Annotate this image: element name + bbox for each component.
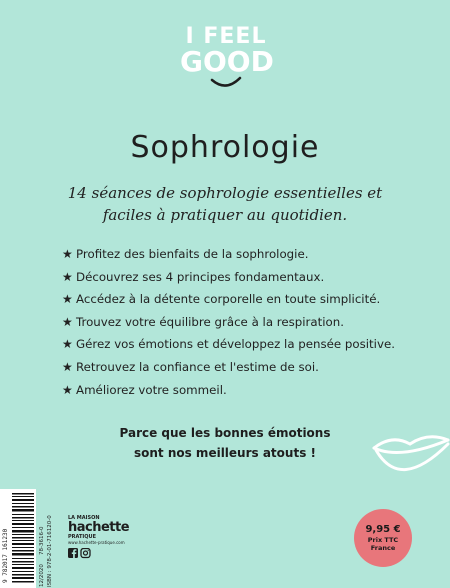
book-title: Sophrologie (130, 130, 320, 165)
list-item-text: Retrouvez la confiance et l'estime de soi. (76, 359, 319, 374)
facebook-icon (68, 548, 78, 558)
price-label-1: Prix TTC (367, 536, 399, 544)
star-bullet-icon: ★ (62, 359, 73, 374)
price-badge (354, 509, 412, 567)
star-bullet-icon: ★ (62, 247, 73, 261)
isbn-info (38, 489, 66, 588)
price-label-2: France (370, 544, 396, 552)
print-date: 12/2020 (39, 564, 45, 587)
publisher-suffix: PRATIQUE (68, 534, 96, 540)
instagram-icon (81, 549, 90, 558)
tagline-line-1: Parce que les bonnes émotions (119, 426, 331, 440)
list-item (62, 245, 422, 268)
product-code: 78-3616-0 (39, 526, 45, 555)
list-item (62, 358, 422, 381)
book-subtitle: 14 séances de sophrologie essentielles et faciles à pratiquer au quotidien. (67, 184, 383, 224)
social-icons (68, 548, 92, 559)
list-item-text: Améliorez votre sommeil. (76, 382, 227, 397)
star-bullet-icon: ★ (62, 382, 73, 397)
publisher-logo (68, 515, 138, 546)
list-item (62, 268, 422, 291)
price-value: 9,95 € (365, 524, 401, 535)
isbn-number: ISBN : 978-2-01-716120-0 (47, 515, 53, 587)
list-item (62, 313, 422, 336)
i-feel-good-logo (180, 26, 272, 96)
publisher-url: www.hachette-pratique.com (68, 540, 125, 545)
list-item-text: Gérez vos émotions et développez la pensée positive. (76, 337, 395, 352)
list-item-text: Profitez des bienfaits de la sophrologie. (76, 247, 309, 261)
barcode (0, 489, 36, 588)
star-bullet-icon: ★ (62, 337, 73, 352)
list-item-text: Découvrez ses 4 principes fondamentaux. (76, 269, 325, 284)
list-item (62, 290, 422, 313)
star-bullet-icon: ★ (62, 314, 73, 329)
benefits-list (62, 245, 422, 403)
list-item-text: Trouvez votre équilibre grâce à la respiration. (76, 314, 344, 329)
logo-line-1: I FEEL (185, 24, 267, 49)
list-item-text: Accédez à la détente corporelle en toute simplicité. (76, 292, 381, 307)
publisher-name: hachette (68, 520, 130, 535)
barcode-bars (12, 493, 34, 583)
star-bullet-icon: ★ (62, 292, 73, 307)
logo-line-2: GOOD (180, 45, 274, 78)
list-item (62, 335, 422, 358)
smile-icon (210, 76, 242, 90)
barcode-digits: 9 782017 161230 (2, 528, 9, 583)
publisher-prefix: LA MAISON (68, 515, 100, 521)
list-item (62, 381, 422, 404)
tagline-line-2: sont nos meilleurs atouts ! (133, 446, 316, 460)
star-bullet-icon: ★ (62, 269, 73, 284)
lips-icon (370, 430, 450, 494)
